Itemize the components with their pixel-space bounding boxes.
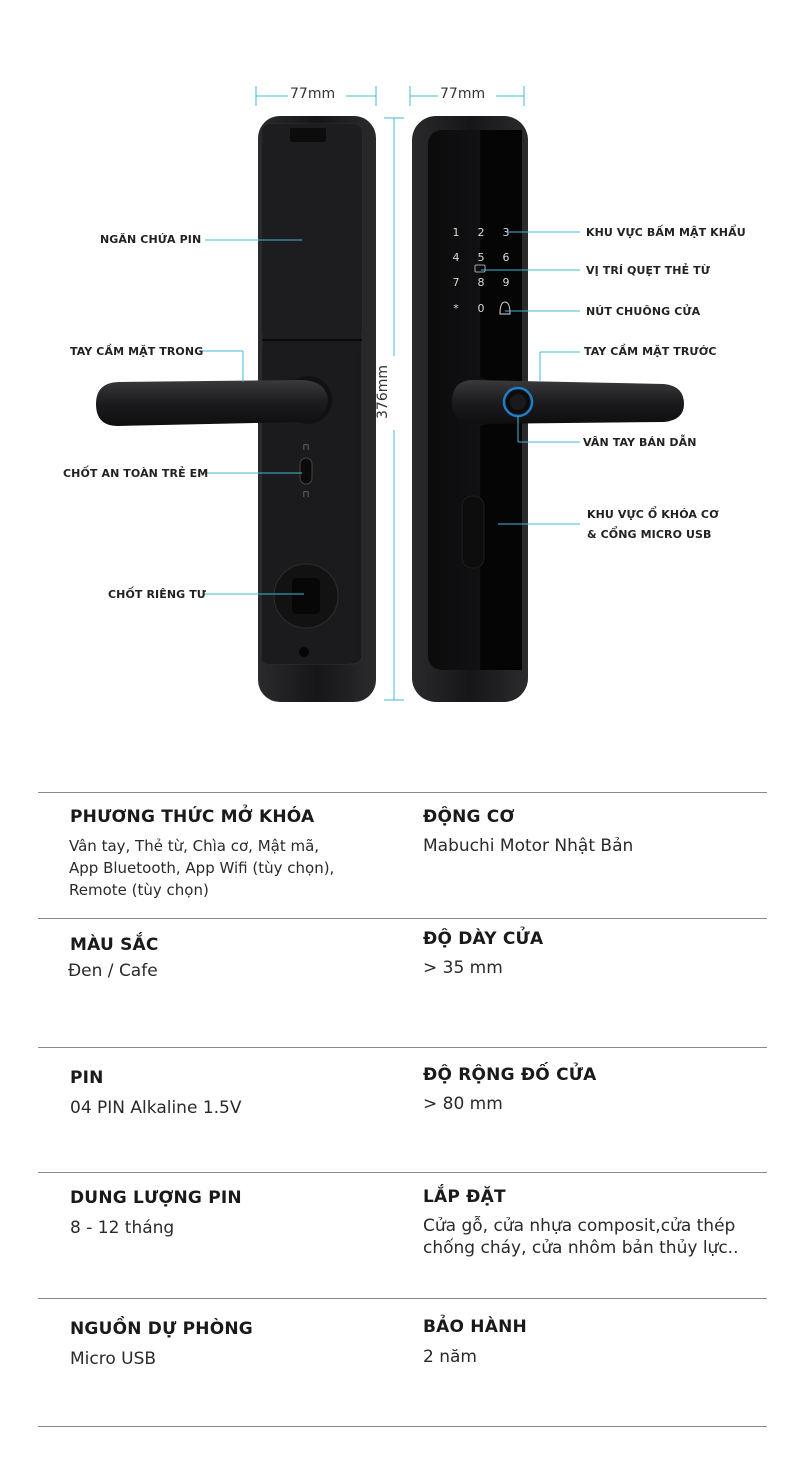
- callout-front-handle: TAY CẦM MẶT TRƯỚC: [584, 345, 717, 358]
- outer-lock-body: [412, 116, 684, 702]
- spec-title: ĐỘNG CƠ: [423, 807, 515, 827]
- inner-lock-body: [96, 116, 376, 702]
- table-bottom-divider: [38, 1426, 767, 1427]
- callout-privacy-lock: CHỐT RIÊNG TƯ: [108, 588, 207, 601]
- spec-value: Đen / Cafe: [68, 961, 158, 981]
- product-diagram: [0, 0, 800, 720]
- spec-value: > 35 mm: [423, 958, 503, 978]
- svg-text:9: 9: [502, 276, 510, 289]
- dimension-width-right-label: 77mm: [440, 86, 486, 102]
- spec-value: > 80 mm: [423, 1094, 503, 1114]
- spec-value: Vân tay, Thẻ từ, Chìa cơ, Mật mã, App Bluetooth, App Wifi (tùy chọn), Remote (tùy chọn): [69, 837, 335, 899]
- svg-text:8: 8: [477, 276, 485, 289]
- spec-title: DUNG LƯỢNG PIN: [70, 1188, 242, 1208]
- spec-title: NGUỒN DỰ PHÒNG: [70, 1319, 253, 1339]
- svg-text:*: *: [453, 302, 459, 315]
- spec-value: 8 - 12 tháng: [70, 1218, 175, 1238]
- svg-text:4: 4: [452, 251, 460, 264]
- spec-value: 04 PIN Alkaline 1.5V: [70, 1098, 242, 1118]
- spec-row: [38, 918, 767, 1048]
- spec-value: 2 năm: [423, 1347, 477, 1367]
- spec-title: PHƯƠNG THỨC MỞ KHÓA: [70, 807, 315, 827]
- callout-keyhole-line1: KHU VỰC Ổ KHÓA CƠ: [587, 508, 719, 521]
- svg-text:3: 3: [502, 226, 510, 239]
- spec-title: ĐỘ RỘNG ĐỐ CỬA: [423, 1065, 597, 1085]
- svg-text:7: 7: [452, 276, 460, 289]
- callout-child-lock: CHỐT AN TOÀN TRẺ EM: [63, 467, 209, 480]
- callout-keyhole-line2: & CỔNG MICRO USB: [587, 528, 712, 541]
- spec-row: [38, 792, 767, 919]
- dimension-height-label: 376mm: [375, 365, 391, 419]
- spec-row: [38, 1047, 767, 1173]
- spec-value: Micro USB: [70, 1349, 157, 1369]
- lock-illustration: [0, 0, 800, 720]
- spec-title: LẮP ĐẶT: [423, 1187, 506, 1207]
- spec-title: BẢO HÀNH: [423, 1317, 527, 1337]
- callout-keypad-area: KHU VỰC BẤM MẬT KHẨU: [586, 226, 746, 239]
- spec-title: PIN: [70, 1068, 104, 1088]
- callout-fingerprint: VÂN TAY BÁN DẪN: [583, 436, 697, 449]
- spec-title: ĐỘ DÀY CỬA: [423, 929, 544, 949]
- svg-text:2: 2: [477, 226, 485, 239]
- spec-row: [38, 1298, 767, 1427]
- svg-text:⊓: ⊓: [302, 443, 310, 453]
- callout-keyhole: [587, 505, 719, 545]
- spec-row: [38, 1172, 767, 1299]
- spec-value: Mabuchi Motor Nhật Bản: [423, 836, 634, 856]
- spec-title: MÀU SẮC: [70, 935, 159, 955]
- callout-inner-handle: TAY CẦM MẶT TRONG: [70, 345, 204, 358]
- dimension-width-left-label: 77mm: [290, 86, 336, 102]
- svg-text:5: 5: [477, 251, 485, 264]
- callout-doorbell: NÚT CHUÔNG CỬA: [586, 305, 701, 318]
- svg-text:6: 6: [502, 251, 510, 264]
- callout-card-area: VỊ TRÍ QUẸT THẺ TỪ: [586, 264, 711, 277]
- svg-text:0: 0: [477, 302, 485, 315]
- spec-value: Cửa gỗ, cửa nhựa composit,cửa thép chống cháy, cửa nhôm bản thủy lực..: [423, 1216, 739, 1258]
- callout-battery: NGĂN CHỨA PIN: [100, 233, 202, 246]
- svg-text:⊓: ⊓: [302, 490, 310, 500]
- svg-text:1: 1: [452, 226, 460, 239]
